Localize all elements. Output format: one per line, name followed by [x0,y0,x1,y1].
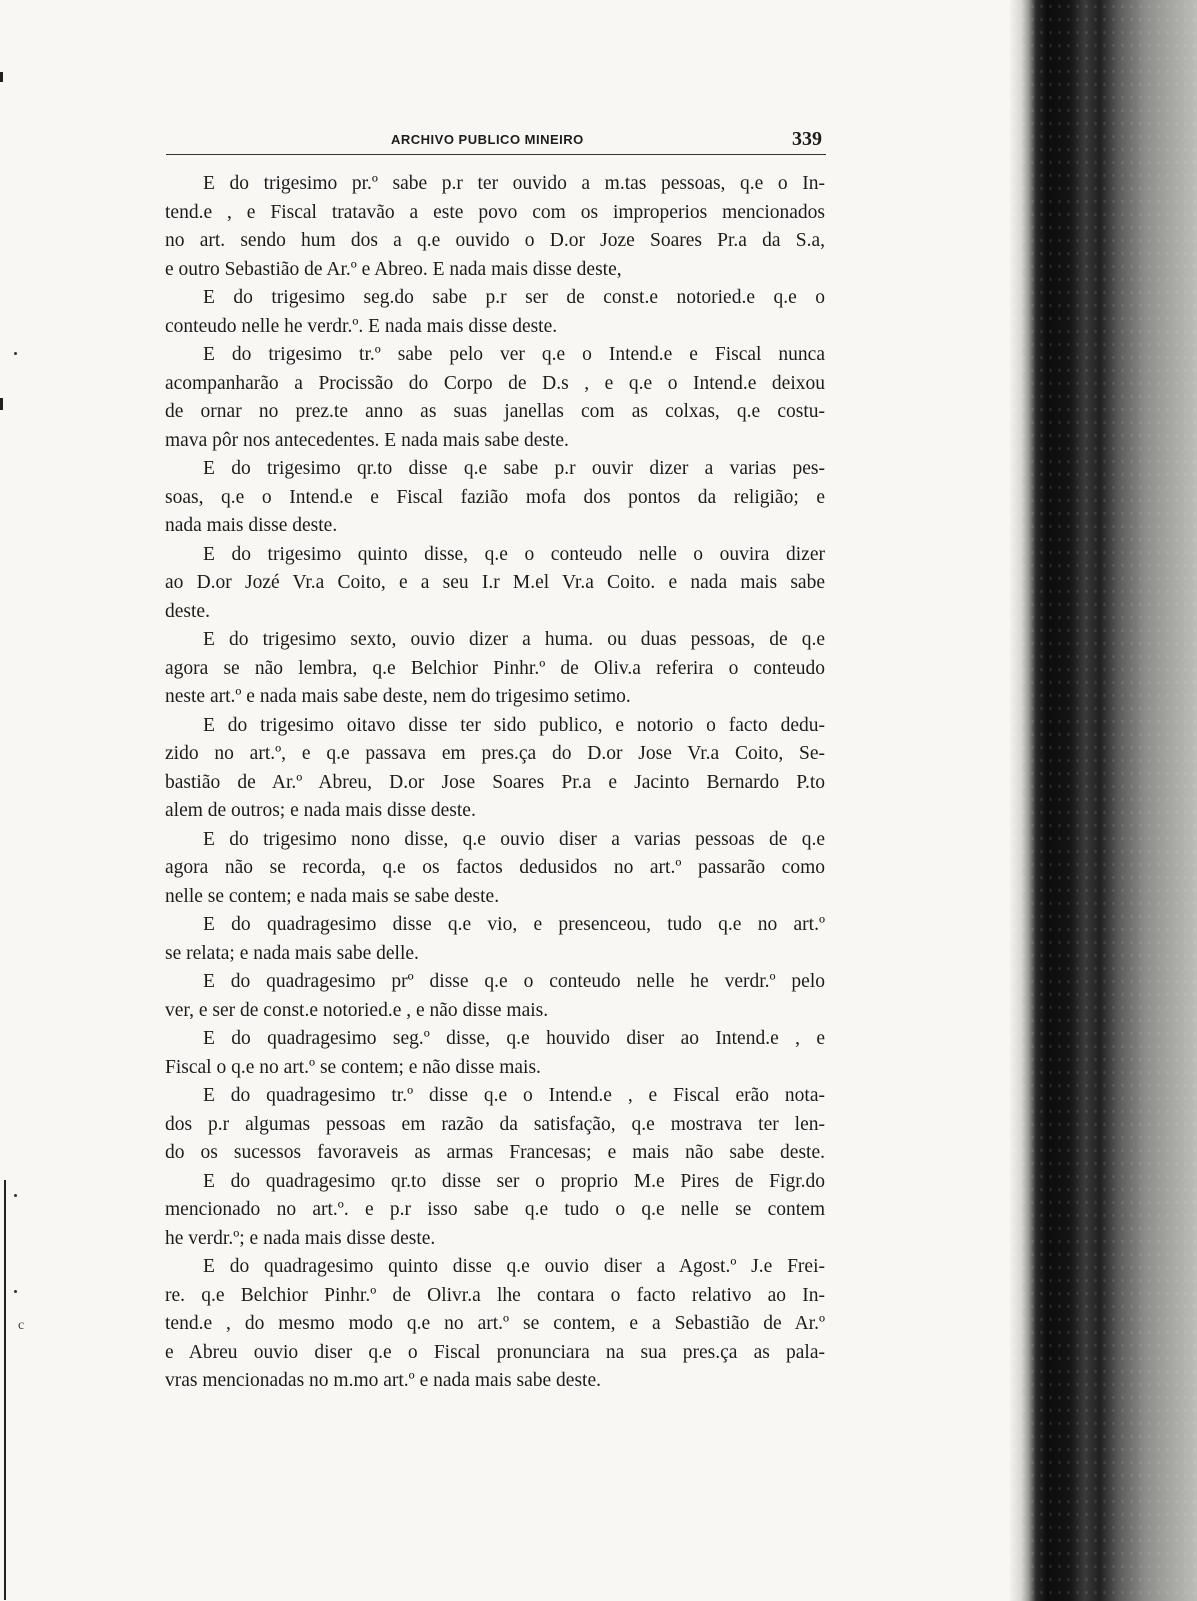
text-line: zido no art.º, e q.e passava em pres.ça do D.or Jose Vr.a Coito, Se- [165,743,825,764]
text-line: se relata; e nada mais sabe delle. [165,942,419,964]
text-line: E do trigesimo pr.º sabe p.r ter ouvido a m.tas pessoas, q.e o In- [203,173,825,194]
page-header [166,128,826,155]
text-line: E do quadragesimo seg.º disse, q.e houvido diser ao Intend.e , e [203,1028,825,1049]
text-line: alem de outros; e nada mais disse deste. [165,800,476,821]
text-line: vras mencionadas no m.mo art.º e nada mais sabe deste. [165,1370,601,1391]
text-line: E do trigesimo tr.º sabe pelo ver q.e o Intend.e e Fiscal nunca [203,344,825,365]
text-line: e outro Sebastião de Ar.º e Abreo. E nada mais disse deste, [165,258,622,280]
text-line: e Abreu ouvio diser q.e o Fiscal pronunciara na sua pres.ça as pala- [165,1341,825,1363]
text-line: tend.e , do mesmo modo q.e no art.º se contem, e a Sebastião de Ar.º [165,1313,825,1334]
text-line: acompanharão a Procissão do Corpo de D.s , e q.e o Intend.e deixou [165,372,825,394]
text-line: E do trigesimo nono disse, q.e ouvio diser a varias pessoas de q.e [203,828,825,850]
margin-letter: c [18,1318,25,1333]
text-line: nelle se contem; e nada mais se sabe deste. [165,885,500,907]
text-line: nada mais disse deste. [165,515,338,536]
text-line: E do quadragesimo tr.º disse q.e o Intend.e , e Fiscal erão nota- [203,1085,825,1106]
running-head: ARCHIVO PUBLICO MINEIRO [391,132,584,147]
text-line: E do trigesimo qr.to disse q.e sabe p.r ouvir dizer a varias pes- [203,458,825,479]
text-line: tend.e , e Fiscal tratavão a este povo com os improperios mencionados [165,201,825,223]
text-line: re. q.e Belchior Pinhr.º de Olivr.a lhe contara o facto relativo ao In- [165,1284,825,1306]
text-line: do os sucessos favoraveis as armas Francesas; e mais não sabe deste. [165,1142,825,1163]
text-line: conteudo nelle he verdr.º. E nada mais disse deste. [165,315,558,337]
text-line: de ornar no prez.te anno as suas janellas com as colxas, q.e costu- [165,401,825,422]
margin-rule [4,1180,6,1600]
text-line: neste art.º e nada mais sabe deste, nem do trigesimo setimo. [165,686,631,707]
book-binding-gutter [1010,0,1197,1601]
text-line: soas, q.e o Intend.e e Fiscal fazião mofa dos pontos da religião; e [165,486,825,508]
margin-dot [14,352,17,355]
margin-mark [0,398,3,410]
text-line: no art. sendo hum dos a q.e ouvido o D.or Joze Soares Pr.a da S.a, [165,230,825,251]
text-line: E do trigesimo seg.do sabe p.r ser de const.e notoried.e q.e o [203,287,825,308]
page-number: 339 [792,128,822,150]
text-line: E do trigesimo sexto, ouvio dizer a huma. ou duas pessoas, de q.e [203,629,825,650]
text-line: Fiscal o q.e no art.º se contem; e não disse mais. [165,1056,541,1078]
text-line: E do quadragesimo qr.to disse ser o proprio M.e Pires de Figr.do [203,1170,825,1192]
text-line: E do trigesimo quinto disse, q.e o conteudo nelle o ouvira dizer [203,543,825,565]
text-line: E do quadragesimo prº disse q.e o conteudo nelle he verdr.º pelo [203,971,825,992]
margin-dot [14,1290,17,1293]
text-line: bastião de Ar.º Abreu, D.or Jose Soares Pr.a e Jacinto Bernardo P.to [165,771,825,793]
body-text [165,170,825,1396]
text-line: deste. [165,600,210,622]
text-line: E do quadragesimo quinto disse q.e ouvio diser a Agost.º J.e Frei- [203,1256,825,1277]
margin-mark [0,72,3,82]
text-line: agora se não lembra, q.e Belchior Pinhr.º de Oliv.a referira o conteudo [165,657,825,679]
text-line: E do quadragesimo disse q.e vio, e presenceou, tudo q.e no art.º [203,914,825,935]
text-line: mava pôr nos antecedentes. E nada mais sabe deste. [165,429,569,451]
text-line: he verdr.º; e nada mais disse deste. [165,1227,436,1249]
binding-texture [1010,0,1197,1601]
margin-dot [14,1194,17,1197]
text-line: mencionado no art.º. e p.r isso sabe q.e tudo o q.e nelle se contem [165,1199,825,1220]
text-line: dos p.r algumas pessoas em razão da satisfação, q.e mostrava ter len- [165,1113,825,1135]
text-line: ver, e ser de const.e notoried.e , e não disse mais. [165,999,549,1021]
text-line: E do trigesimo oitavo disse ter sido publico, e notorio o facto dedu- [203,714,825,736]
text-line: ao D.or Jozé Vr.a Coito, e a seu I.r M.el Vr.a Coito. e nada mais sabe [165,572,825,593]
text-line: agora não se recorda, q.e os factos dedusidos no art.º passarão como [165,857,825,878]
